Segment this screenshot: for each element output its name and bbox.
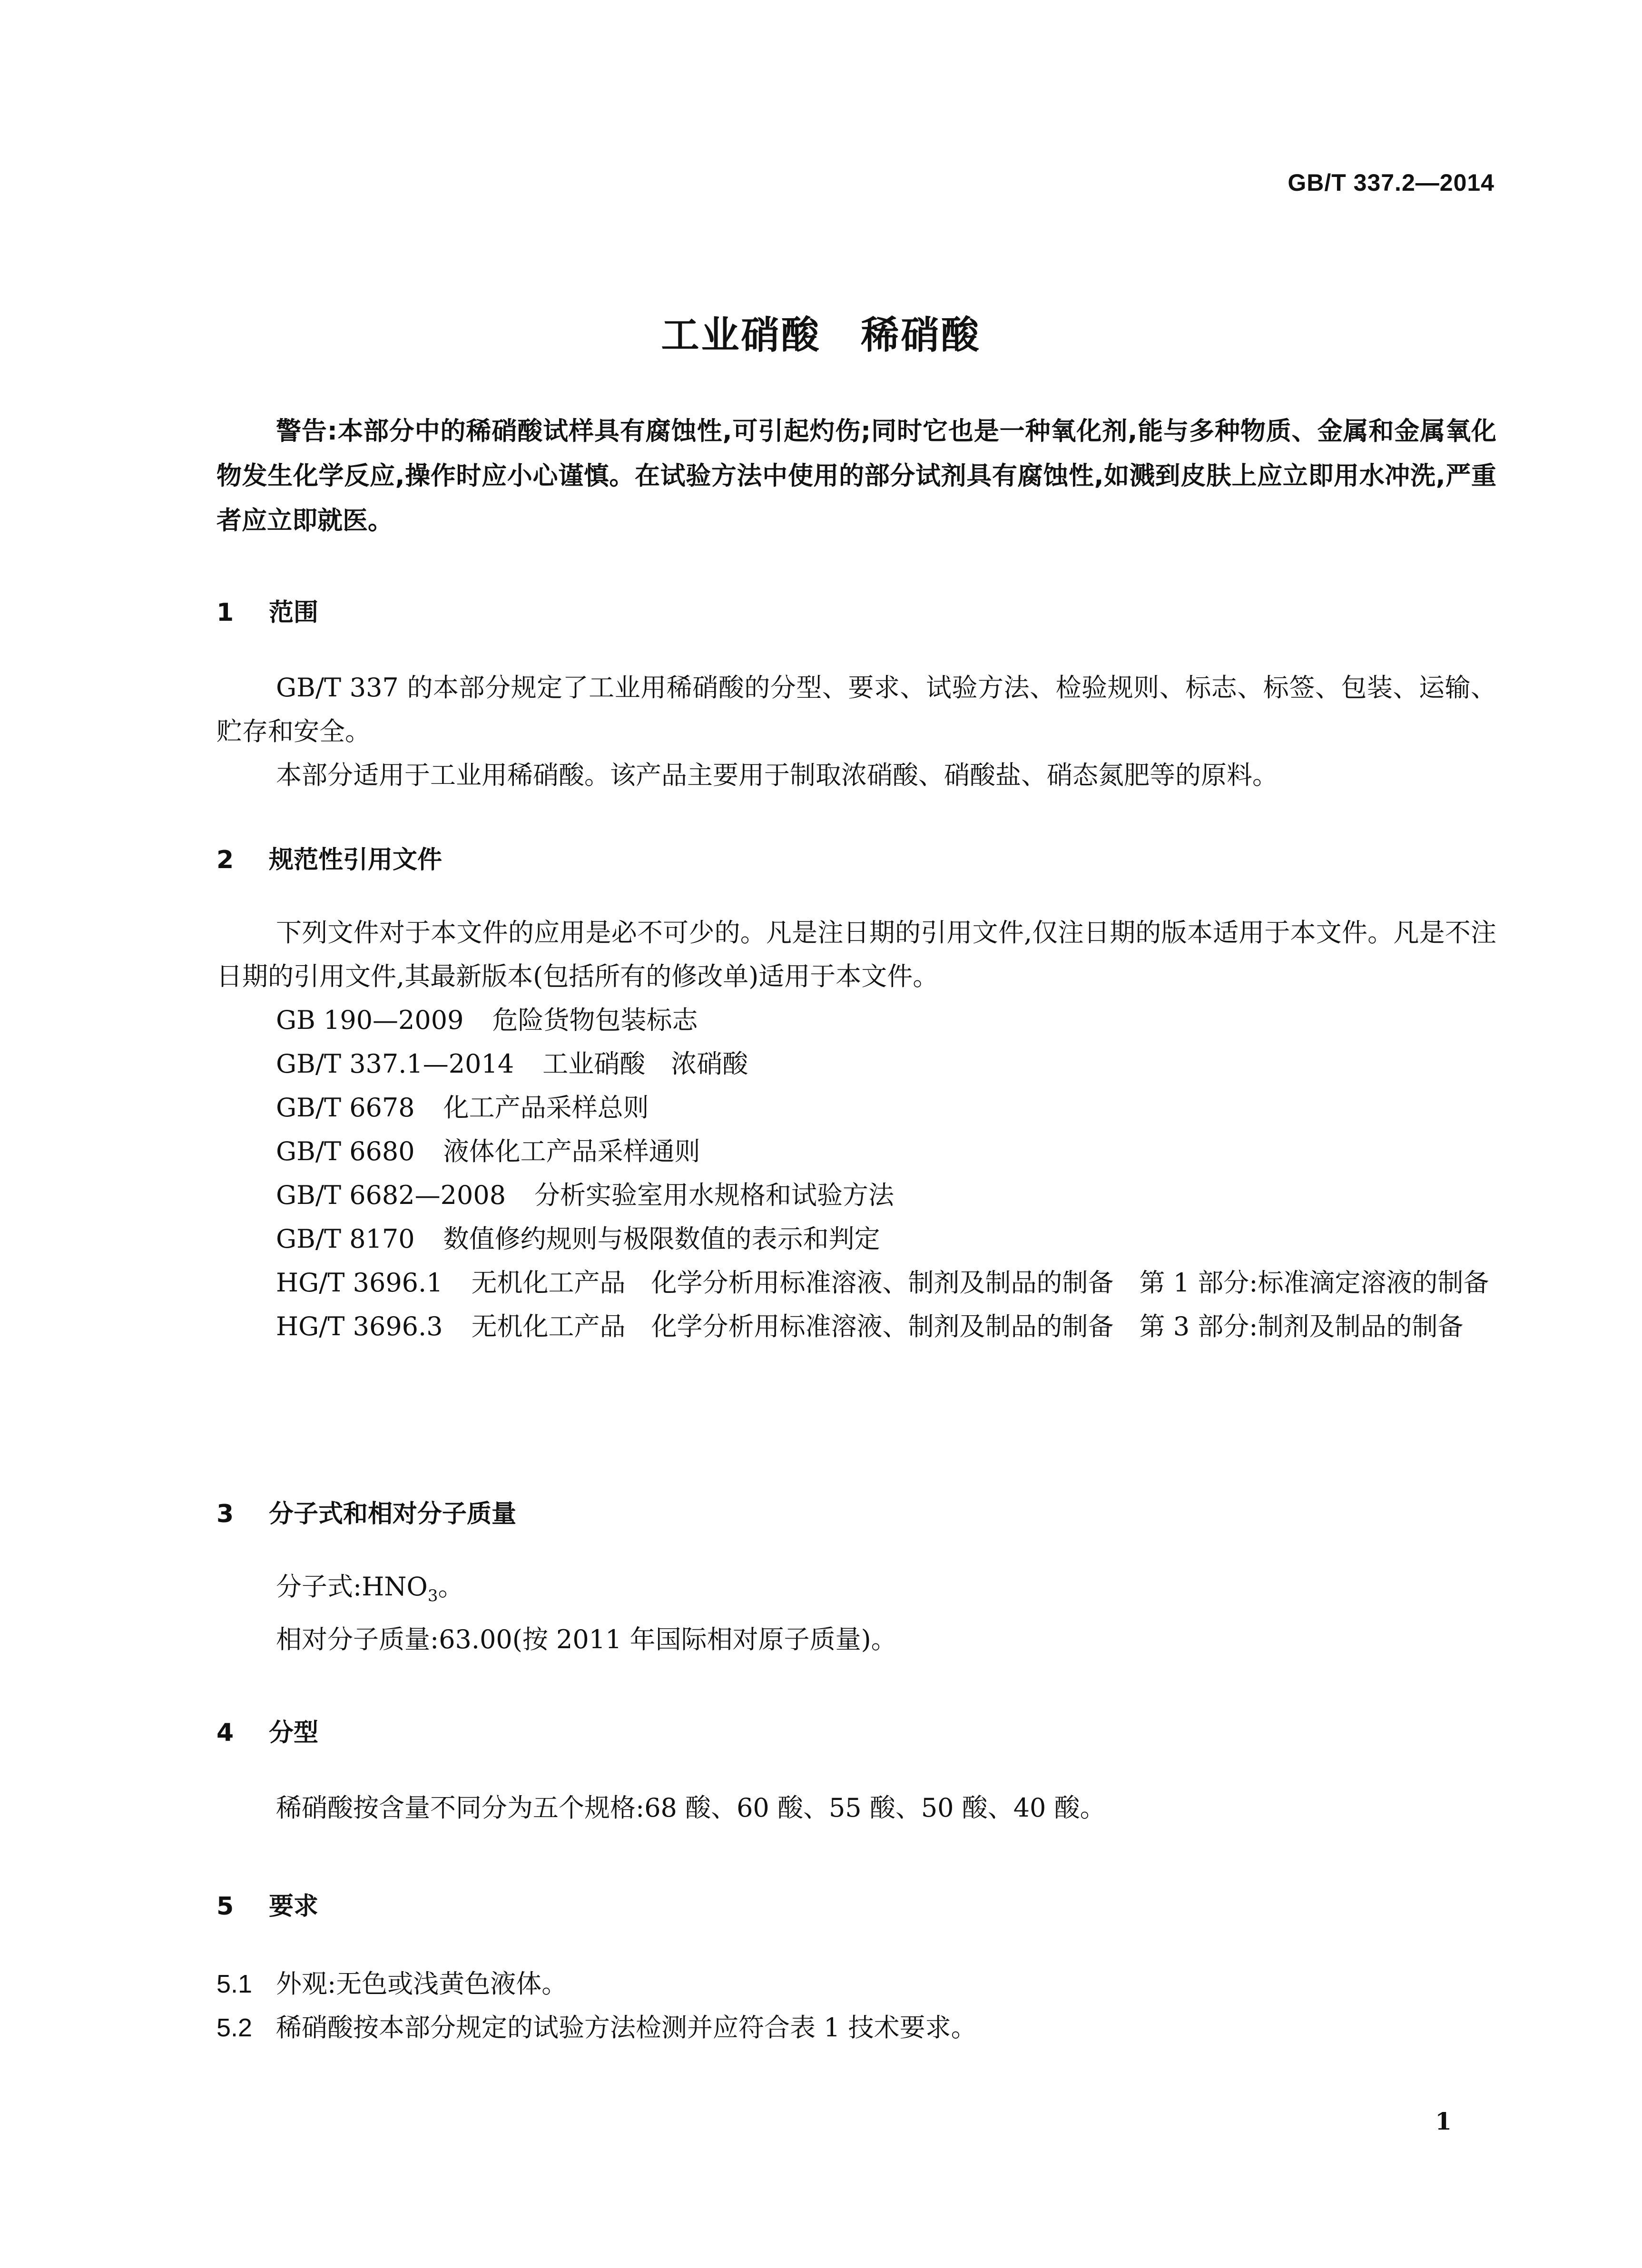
paragraph: 下列文件对于本文件的应用是必不可少的。凡是注日期的引用文件,仅注日期的版本适用于本文件。凡是不注日期的引用文件,其最新版本(包括所有的修改单)适用于本文件。: [216, 918, 1496, 991]
section-number: 4: [216, 1719, 234, 1747]
section-5-heading: [216, 1886, 318, 1922]
formula-label: 分子式:HNO: [276, 1572, 428, 1602]
page-number: 1: [1435, 2107, 1452, 2135]
paragraph: GB/T 337 的本部分规定了工业用稀硝酸的分型、要求、试验方法、检验规则、标志、标签、包装、运输、贮存和安全。: [216, 673, 1496, 746]
paragraph: 稀硝酸按含量不同分为五个规格:68 酸、60 酸、55 酸、50 酸、40 酸。: [276, 1793, 1106, 1823]
section-title: 分型: [269, 1719, 319, 1747]
paragraph: 本部分适用于工业用稀硝酸。该产品主要用于制取浓硝酸、硝酸盐、硝态氮肥等的原料。: [276, 760, 1278, 790]
reference-item: [216, 1130, 1496, 1173]
reference-item: [216, 1217, 1496, 1261]
reference-title: 分析实验室用水规格和试验方法: [534, 1180, 895, 1210]
standard-code: GB/T 337.2—2014: [1288, 169, 1495, 196]
section-2-heading: [216, 840, 442, 875]
reference-item: [216, 1173, 1496, 1217]
requirement-item: [216, 2006, 1496, 2050]
reference-title: 无机化工产品 化学分析用标准溶液、制剂及制品的制备 第 1 部分:标准滴定溶液的制备: [471, 1268, 1489, 1298]
section-4-body: [216, 1786, 1496, 1830]
section-number: 3: [216, 1500, 234, 1528]
document-title: 工业硝酸 稀硝酸: [661, 313, 981, 357]
section-title: 规范性引用文件: [269, 846, 442, 874]
formula-subscript: 3: [427, 1586, 438, 1605]
section-3-heading: [216, 1494, 516, 1529]
reference-code: GB/T 6682—2008: [276, 1180, 506, 1210]
reference-list: [216, 998, 1496, 1349]
molecular-mass: 相对分子质量:63.00(按 2011 年国际相对原子质量)。: [276, 1624, 897, 1654]
item-number: 5.1: [216, 1970, 253, 1998]
item-number: 5.2: [216, 2014, 253, 2042]
reference-title: 化工产品采样总则: [443, 1093, 649, 1123]
reference-item: [216, 998, 1496, 1042]
warning-block: [216, 409, 1496, 543]
reference-code: GB/T 6678: [276, 1093, 415, 1123]
reference-title: 工业硝酸 浓硝酸: [542, 1049, 748, 1079]
warning-text: 警告:本部分中的稀硝酸试样具有腐蚀性,可引起灼伤;同时它也是一种氧化剂,能与多种物质、金属和金属氧化物发生化学反应,操作时应小心谨慎。在试验方法中使用的部分试剂具有腐蚀性,如溅到皮肤上应立即用水冲洗,严重者应立即就医。: [216, 417, 1496, 535]
reference-title: 液体化工产品采样通则: [443, 1136, 700, 1166]
section-5-body: [216, 1962, 1496, 2050]
reference-code: GB/T 8170: [276, 1224, 415, 1254]
section-3-body: [216, 1565, 1496, 1662]
reference-code: HG/T 3696.3: [276, 1311, 443, 1341]
item-text: 稀硝酸按本部分规定的试验方法检测并应符合表 1 技术要求。: [276, 2013, 977, 2043]
section-1-body: [216, 666, 1496, 797]
reference-code: GB/T 337.1—2014: [276, 1049, 514, 1079]
reference-title: 危险货物包装标志: [492, 1005, 698, 1035]
section-number: 5: [216, 1892, 234, 1921]
reference-title: 无机化工产品 化学分析用标准溶液、制剂及制品的制备 第 3 部分:制剂及制品的制备: [471, 1311, 1464, 1341]
reference-item: [216, 1086, 1496, 1130]
section-title: 分子式和相对分子质量: [269, 1500, 517, 1528]
section-4-heading: [216, 1712, 318, 1748]
section-title: 要求: [269, 1892, 319, 1921]
reference-code: GB/T 6680: [276, 1136, 415, 1166]
reference-item: [216, 1042, 1496, 1086]
reference-code: GB 190—2009: [276, 1005, 464, 1035]
molecular-formula: [216, 1565, 1496, 1618]
section-number: 1: [216, 598, 234, 627]
reference-code: HG/T 3696.1: [276, 1268, 443, 1298]
section-number: 2: [216, 846, 234, 874]
requirement-item: [216, 1962, 1496, 2006]
section-2-body: [216, 911, 1496, 1349]
formula-end: 。: [438, 1572, 464, 1602]
section-1-heading: [216, 592, 318, 628]
reference-title: 数值修约规则与极限数值的表示和判定: [443, 1224, 880, 1254]
reference-item: [216, 1305, 1496, 1349]
section-title: 范围: [269, 598, 319, 627]
item-text: 外观:无色或浅黄色液体。: [276, 1969, 568, 1999]
reference-item: [216, 1261, 1496, 1305]
